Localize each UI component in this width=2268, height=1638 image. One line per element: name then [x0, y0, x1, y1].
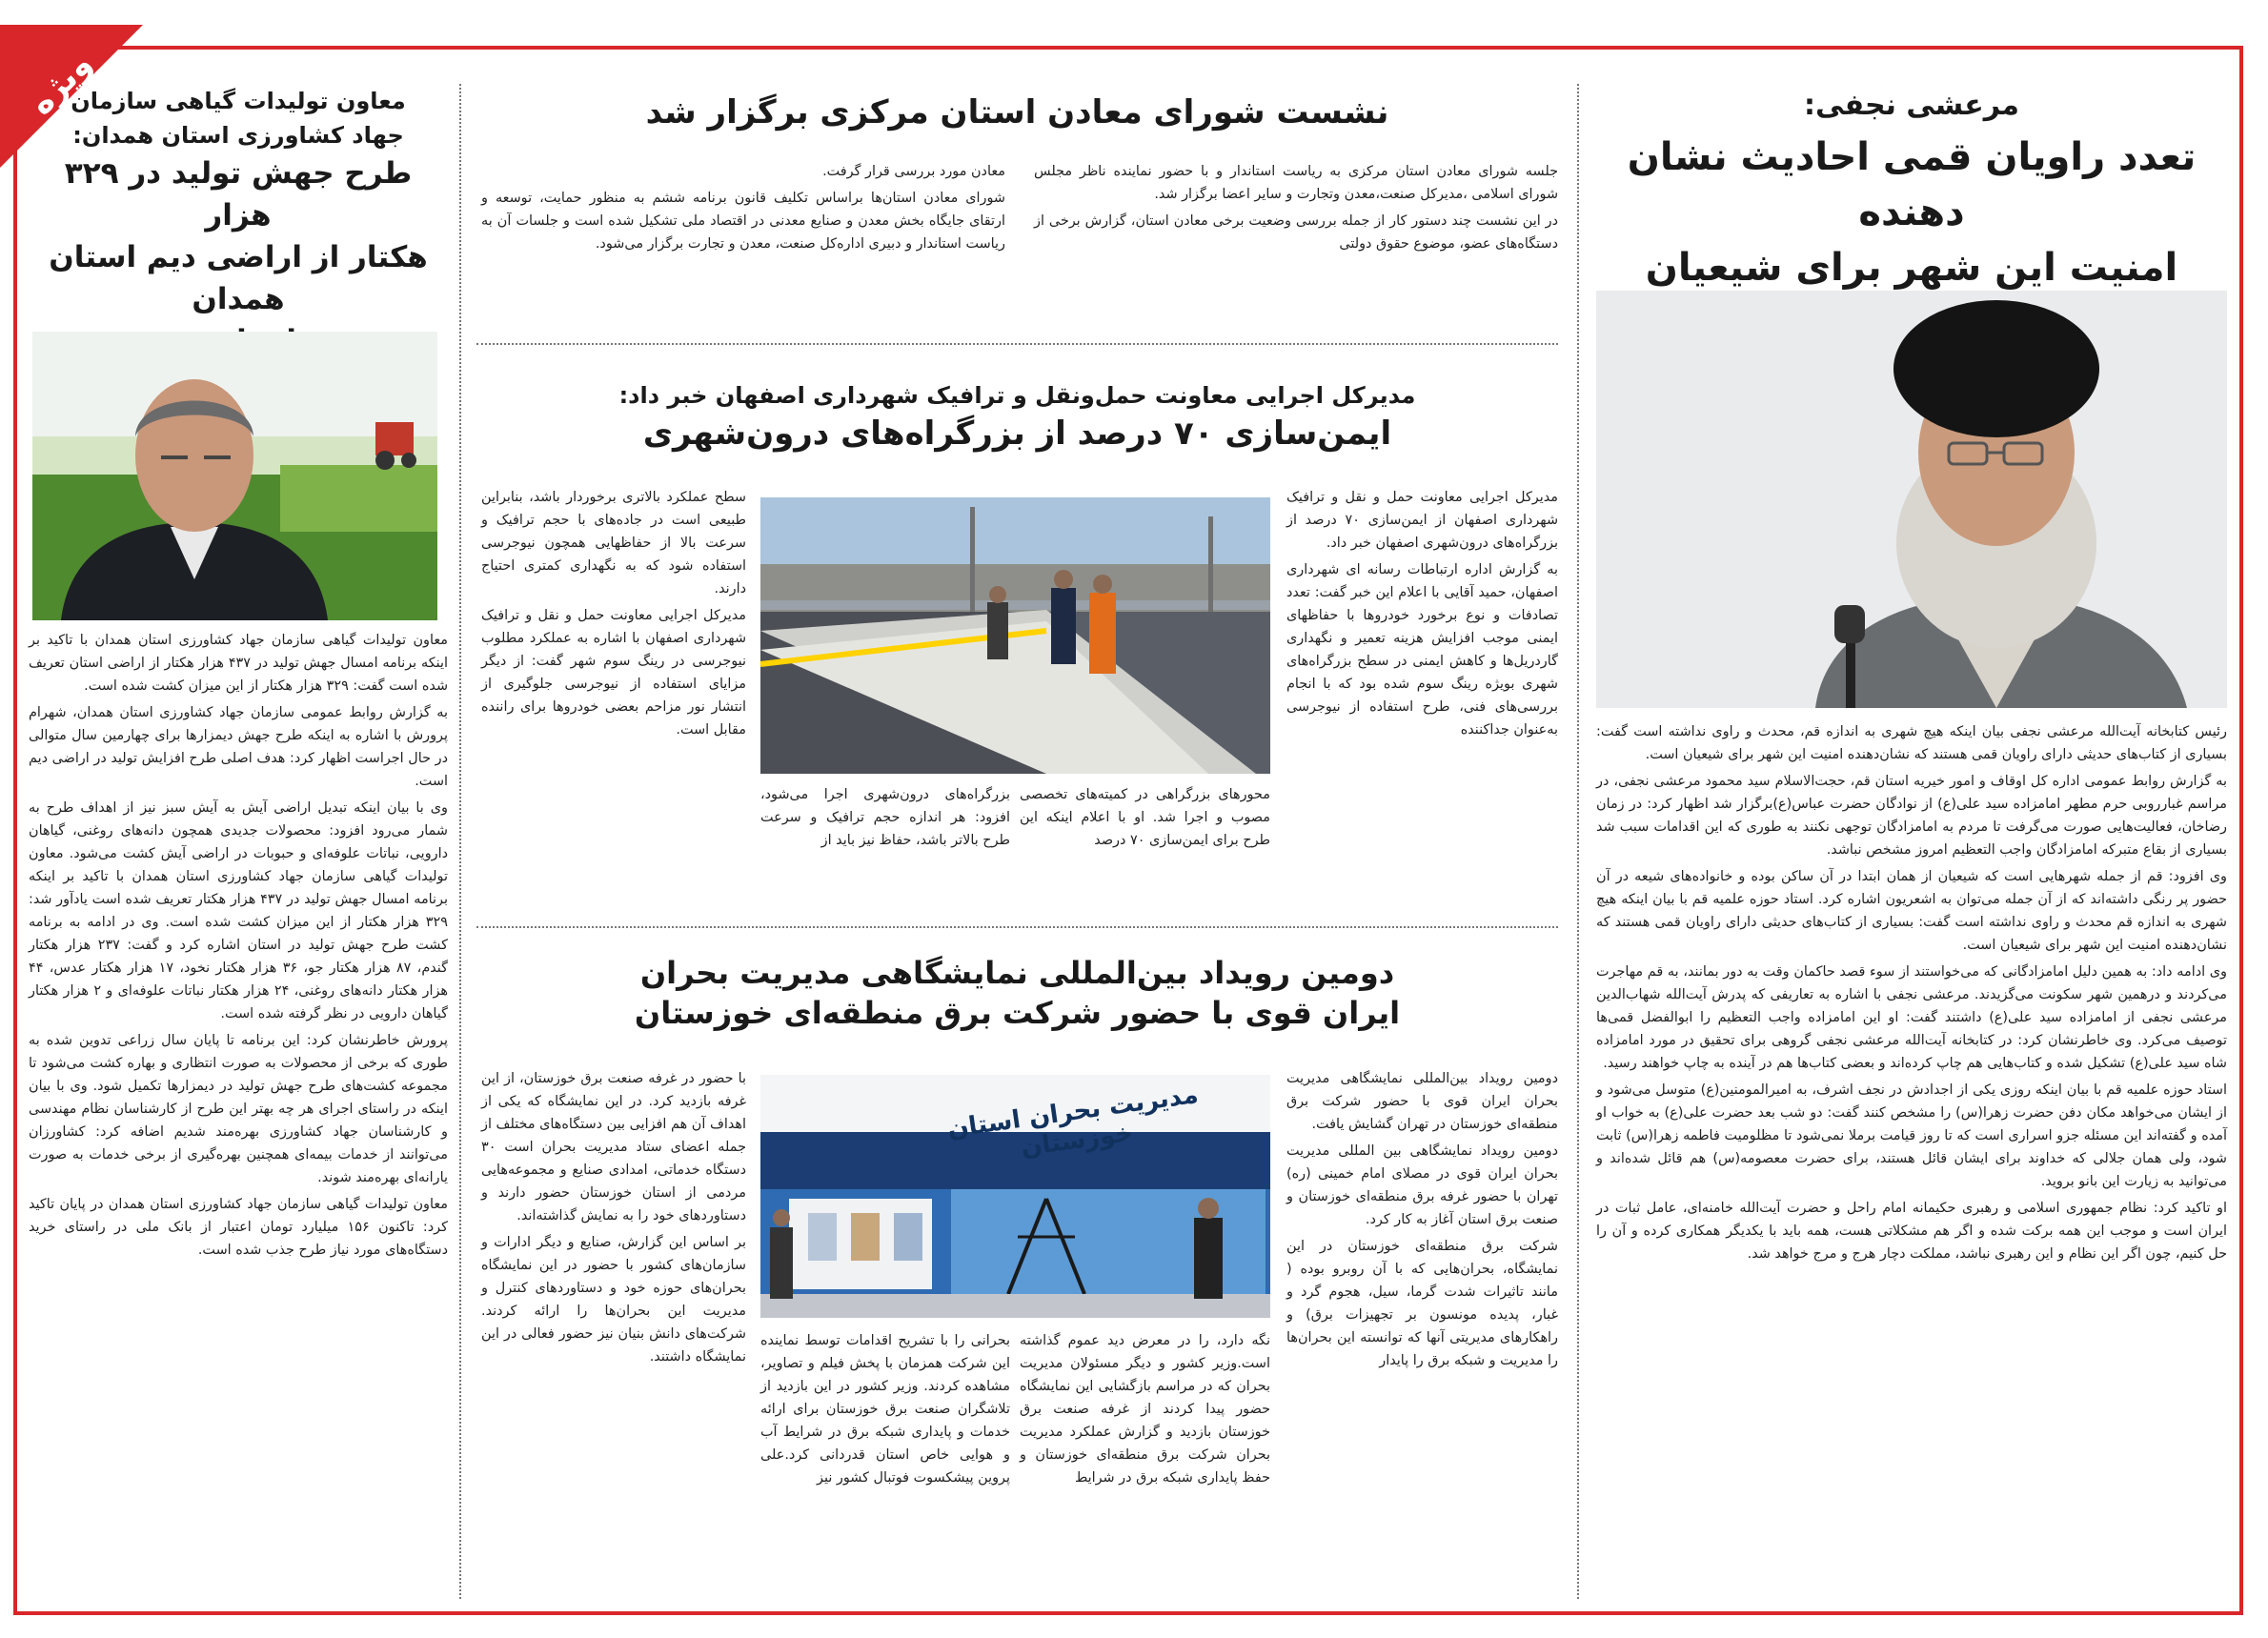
article-kicker-line: معاون تولیدات گیاهی سازمان [71, 88, 406, 114]
article-paragraph: معادن مورد بررسی قرار گرفت. [822, 164, 1005, 179]
column-divider [459, 84, 461, 1599]
bottom-center-col-right [1286, 1067, 1558, 1596]
bottom-center-col-center-right [1020, 1329, 1270, 1596]
article-paragraph: وی ادامه داد: به همین دلیل امامزادگانی که می‌خواستند از سوء قصد حاکمان وقت به دور بمانند، به قم مهاجرت می‌کردند و درهمین شهر سکونت می‌گزیدند. مرعشی نجفی با اشاره به تعاریفی که پدرش آیت‌الله شهاب‌الدین مرعشی نجفی از امامزاده سید علی(ع) داشتند گفت: او این امامزاده واجب التعظیم را ابوالفضل قمی‌ها توصیف می‌کرد. وی خاطرنشان کرد: در کتابخانه آیت‌الله مرعشی نجفی گروهی برای تحقیق در مورد امامزاده شاه سید علی(ع) تشکیل شده و کتاب‌هایی هم چاپ کرده‌اند و بعضی کتاب‌ها هم در آینده به چاپ خواهند رسید. [1596, 964, 2227, 1071]
article-paragraph: شورای معادن استان‌ها براساس تکلیف قانون برنامه ششم به منظور حمایت، توسعه و ارتقای جایگاه بخش معدن و صنایع معدنی در اقتصاد ملی تشکیل شده است و جلسات آن به ریاست استاندار و دبیری اداره‌کل صنعت، معدن و تجارت برگزار می‌شود. [481, 191, 1005, 252]
cleric-photo [1596, 291, 2227, 708]
middle-center-header [476, 379, 1558, 475]
official-photo [32, 332, 437, 620]
bottom-center-col-left [481, 1067, 746, 1596]
bottom-center-col-center-left [760, 1329, 1010, 1596]
article-paragraph: شرکت برق منطقه‌ای خوزستان در این نمایشگاه، بحران‌هایی که با آن روبرو بوده ( مانند تاثیرات شدت گرما، سیل، هجوم گرد و غبار، پدیده مونسون بر تجهیزات برق) و راهکارهای مدیریتی آنها که توانسته این بحران‌ها را مدیریت و شبکه برق را پایدار [1286, 1239, 1558, 1368]
left-article-body [29, 629, 448, 1601]
article-paragraph: معاون تولیدات گیاهی سازمان جهاد کشاورزی استان همدان در پایان تاکید کرد: تاکنون ۱۵۶ میلیارد تومان اعتبار از بانک ملی در راستای خرید دستگاه‌های مورد نیاز طرح جذب شده است. [29, 1197, 448, 1258]
article-paragraph: دومین رویداد بین‌المللی نمایشگاهی مدیریت بحران ایران قوی با حضور شرکت برق منطقه‌ای خوزستان در تهران گشایش یافت. [1286, 1071, 1558, 1132]
article-paragraph: دومین رویداد نمایشگاهی بین المللی مدیریت بحران ایران قوی در مصلای امام خمینی (ره) تهران با حضور غرفه برق منطقه‌ای خوزستان و صنعت برق استان آغاز به کار کرد. [1286, 1143, 1558, 1227]
article-paragraph: نگه دارد، را در معرض دید عموم گذاشته است.وزیر کشور و دیگر مسئولان مدیریت بحران که در مراسم بازگشایی این نمایشگاه حضور پیدا کردند از غرفه صنعت برق خوزستان بازدید و گزارش عملکرد مدیریت بحران شرکت برق منطقه‌ای خوزستان و حفظ پایداری شبکه برق در شرایط [1020, 1333, 1270, 1486]
article-title-line: دومین رویداد بین‌المللی نمایشگاهی مدیریت بحران [639, 955, 1395, 991]
article-paragraph: او تاکید کرد: نظام جمهوری اسلامی و رهبری حکیمانه امام راحل و حضرت آیت‌الله خامنه‌ای، عامل ثبات در ایران است و موجب این همه برکت شده و اگر هم مشکلاتی هست، همه باید با یکدیگر همکاری کرده و آن را حل کنیم، چون اگر این نظام و این رهبری نباشد، مملکت دچار هرج و مرج خواهد شد. [1596, 1201, 2227, 1262]
special-badge-label: ویژه [22, 45, 100, 123]
article-kicker: مدیرکل اجرایی معاونت حمل‌ونقل و ترافیک شهرداری اصفهان خبر داد: [618, 382, 1416, 409]
exhibition-photo [760, 1075, 1270, 1318]
article-paragraph: پرورش خاطرنشان کرد: این برنامه تا پایان سال زراعی تدوین شده به طوری که برخی از محصولات به صورت انتظاری و بهاره کشت می‌شود تا مجموعه کشت‌های طرح جهش تولید در دیمزارها تکمیل شود. وی با بیان اینکه در راستای اجرای هر چه بهتر این طرح از کارشناسان نظام مهندسی و کارشناسان جهاد کشاورزی بهره‌مند شدیم اضافه کرد: کشاورزان می‌توانند از خدمات بیمه‌ای همچنین بهره‌گیری از برخی خدمات به صورت یارانه‌ای بهره‌مند شوند. [29, 1033, 448, 1185]
article-paragraph: با حضور در غرفه صنعت برق خوزستان، از این غرفه بازدید کرد. در این نمایشگاه که یکی از اهداف آن هم افزایی بین دستگاه‌های مختلف از جمله اعضای ستاد مدیریت بحران است ۳۰ دستگاه خدماتی، امدادی صنایع و مجموعه‌هایی مردمی از استان خوزستان حضور دارند و دستاوردهای خود را به نمایش گذاشته‌اند. [481, 1071, 746, 1223]
article-paragraph: بر اساس این گزارش، صنایع و دیگر ادارات و سازمان‌های کشور با حضور در این نمایشگاه بحران‌های حوزه خود و دستاوردهای کنترل و مدیریت این بحران‌ها را ارائه کردند. شرکت‌های دانش بنیان نیز حضور فعالی در این نمایشگاه داشتند. [481, 1235, 746, 1365]
right-article-body [1596, 720, 2227, 1597]
article-kicker: مرعشی نجفی: [1804, 89, 2019, 122]
article-paragraph: به گزارش روابط عمومی سازمان جهاد کشاورزی استان همدان، شهرام پرورش با اشاره به اینکه طرح جهش دیمزارها برای چهارمین سال متوالی در حال اجراست اظهار کرد: هدف اصلی طرح افزایش تولید در اراضی دیم است. [29, 705, 448, 789]
article-kicker-line: جهاد کشاورزی استان همدان: [72, 122, 404, 149]
top-center-header [476, 91, 1558, 148]
middle-center-col-right [1286, 486, 1558, 915]
article-paragraph: وی با بیان اینکه تبدیل اراضی آیش به آیش سبز نیز از اهداف طرح به شمار می‌رود افزود: محصولات جدیدی همچون دانه‌های روغنی، گیاهان دارویی، نباتات علوفه‌ای و حبوبات در اراضی آیش کشت می‌شود. معاون تولیدات گیاهی سازمان جهاد کشاورزی استان همدان با تاکید بر اینکه برنامه امسال جهش تولید در ۴۳۷ هزار هکتار تعریف شده است یادآور شد: ۳۲۹ هزار هکتار از این میزان کشت شده است. وی در ادامه به برنامه کشت طرح جهش تولید در استان اشاره کرد و گفت: ۲۳۷ هزار هکتار گندم، ۸۷ هزار هکتار جو، ۳۶ هزار هکتار نخود، ۱۷ هزار هکتار عدس، ۴۴ هزار هکتار دانه‌های روغنی، ۲۴ هزار هکتار نباتات علوفه‌ای و ۲ هزار هکتار گیاهان دارویی در نظر گرفته شده است. [29, 800, 448, 1021]
left-article-header [29, 84, 448, 316]
section-divider [476, 926, 1558, 928]
article-paragraph: در این نشست چند دستور کار از جمله بررسی وضعیت برخی معادن استان، گزارش برخی از دستگاه‌های عضو، موضوع حقوق دولتی [1034, 213, 1558, 252]
article-title-line: هکتار از اراضی دیم استان همدان [49, 240, 428, 316]
exhibition-sign-text: مدیریت بحران استان خوزستان [945, 1080, 1201, 1163]
article-paragraph: محورهای بزرگراهی در کمیته‌های تخصصی مصوب و اجرا شد. او با اعلام اینکه این طرح برای ایمن‌سازی ۷۰ درصد [1020, 787, 1270, 848]
middle-center-col-center-right [1020, 783, 1270, 917]
section-divider [476, 343, 1558, 345]
article-paragraph: بحرانی را با تشریح اقدامات توسط نماینده این شرکت همزمان با پخش فیلم و تصاویر، مشاهده کردند. وزیر کشور در این بازدید از تلاشگران صنعت برق خوزستان برای ارائه خدمات و پایداری شبکه برق در شرایط آب و هوایی خاص استان قدردانی کرد.علی پروین پیشکسوت فوتبال کشور نیز [760, 1333, 1010, 1486]
article-title-line: طرح جهش تولید در ۳۲۹ هزار [64, 156, 413, 233]
middle-center-col-center-left [760, 783, 1010, 917]
article-title-line: تعدد راویان قمی احادیث نشان دهنده [1627, 135, 2197, 234]
article-paragraph: استاد حوزه علمیه قم با بیان اینکه روزی یکی از اجدادش در نجف اشرف، به امیرالمومنین(ع) متوسل می‌شود و از ایشان می‌خواهد مکان دفن حضرت زهرا(س) را مشخص کنند گفت: دو شب بعد حضرت علی(ع) به خواب او آمده و گفته‌اند این مسئله جزو اسراری است که تا روز قیامت برملا نمی‌شود تا مظلومیت فاطمه زهرا(س) ثابت شود، ولی همان جلالی که خداوند برای ایشان قائل هستند، برای حضرت معصومه(س) هم قائل شده‌اند و می‌توانید به زیارت این بانو بروید. [1596, 1082, 2227, 1189]
article-title: ایمن‌سازی ۷۰ درصد از بزرگراه‌های درون‌شهری [642, 415, 1392, 453]
column-divider [1577, 84, 1579, 1599]
article-paragraph: معاون تولیدات گیاهی سازمان جهاد کشاورزی استان همدان با تاکید بر اینکه برنامه امسال جهش تولید در ۴۳۷ هزار هکتار از اراضی استان تعریف شده است گفت: ۳۲۹ هزار هکتار از این میزان کشت شده است. [29, 633, 448, 694]
article-title: نشست شورای معادن استان مرکزی برگزار شد [645, 93, 1389, 131]
article-paragraph: جلسه شورای معادن استان مرکزی به ریاست استاندار و با حضور نماینده ناظر مجلس شورای اسلامی ،مدیرکل صنعت،معدن وتجارت و سایر اعضا برگزار شد. [1034, 164, 1558, 202]
article-paragraph: وی افزود: قم از جمله شهرهایی است که شیعیان از همان ابتدا در آن ساکن بوده و خانواده‌های شیعه در آن حضور پر رنگی داشته‌اند که از آن جمله می‌توان به اشعریون اشاره کرد. استاد حوزه علمیه قم با بیان اینکه هیچ شهری به اندازه قم محدث و راوی نداشته است گفت: بسیاری از کتاب‌های حدیثی دارای راویان قمی هستند که نشان‌دهنده امنیت این شهر برای شیعیان است. [1596, 869, 2227, 953]
article-paragraph: به گزارش اداره ارتباطات رسانه ای شهرداری اصفهان، حمید آقایی با اعلام این خبر گفت: تعدد تصادفات و نوع برخورد خودروها با حفاظهای ایمنی موجب افزایش هزینه تعمیر و نگهداری گاردریل‌ها و کاهش ایمنی در سطح بزرگراه‌های شهری بویژه رینگ سوم شده بود که با انجام بررسی‌های فنی، طرح استفاده از نیوجرسی به‌عنوان جداکننده [1286, 562, 1558, 738]
top-center-col-left [481, 160, 1005, 332]
article-paragraph: رئیس کتابخانه آیت‌الله مرعشی نجفی بیان اینکه هیچ شهری به اندازه قم، محدث و راوی نداشته است گفت: بسیاری از کتاب‌های حدیثی دارای راویان قمی هستند که نشان‌دهنده امنیت این شهر برای شیعیان است. [1596, 724, 2227, 762]
right-article-header [1596, 88, 2227, 288]
article-title-line: ایران قوی با حضور شرکت برق منطقه‌ای خوزستان [634, 995, 1401, 1031]
bottom-center-header [476, 953, 1558, 1048]
highway-photo [760, 497, 1270, 774]
article-paragraph: سطح عملکرد بالاتری برخوردار باشد، بنابراین طبیعی است در جاده‌های با حجم ترافیک و سرعت بالا از حفاظهایی همچون نیوجرسی استفاده شود که به نگهداری کمتری احتیاج دارند. [481, 490, 746, 597]
top-center-col-right [1034, 160, 1558, 332]
article-title-line: امنیت این شهر برای شیعیان [1645, 246, 2178, 290]
middle-center-col-left [481, 486, 746, 915]
article-paragraph: مدیرکل اجرایی معاونت حمل و نقل و ترافیک شهرداری اصفهان با اشاره به عملکرد مطلوب نیوجرسی در رینگ سوم شهر گفت: از دیگر مزایای استفاده از نیوجرسی جلوگیری از انتشار نور مزاحم بعضی خودروها برای راننده مقابل است. [481, 608, 746, 738]
article-paragraph: مدیرکل اجرایی معاونت حمل و نقل و ترافیک شهرداری اصفهان از ایمن‌سازی ۷۰ درصد از بزرگراه‌های درون‌شهری اصفهان خبر داد. [1286, 490, 1559, 551]
article-paragraph: بزرگراه‌های درون‌شهری اجرا می‌شود، افزود: هر اندازه حجم ترافیک و سرعت طرح بالاتر باشد، حفاظ نیز باید از [760, 787, 1010, 848]
article-paragraph: به گزارش روابط عمومی اداره کل اوقاف و امور خیریه استان قم، حجت‌الاسلام سید محمود مرعشی نجفی، در مراسم غبارروبی حرم مطهر امامزاده سید علی(ع) از نوادگان حضرت عباس(ع)برگزار شد اظهار کرد: در زمان رضاخان، فعالیت‌هایی صورت می‌گرفت تا مردم به امامزادگان توجهی نکنند به طوری که این اقدامات سبب شد بسیاری از بقاع متبرکه امامزادگان واجب التعظیم امروز مشخص نباشد. [1596, 774, 2227, 858]
